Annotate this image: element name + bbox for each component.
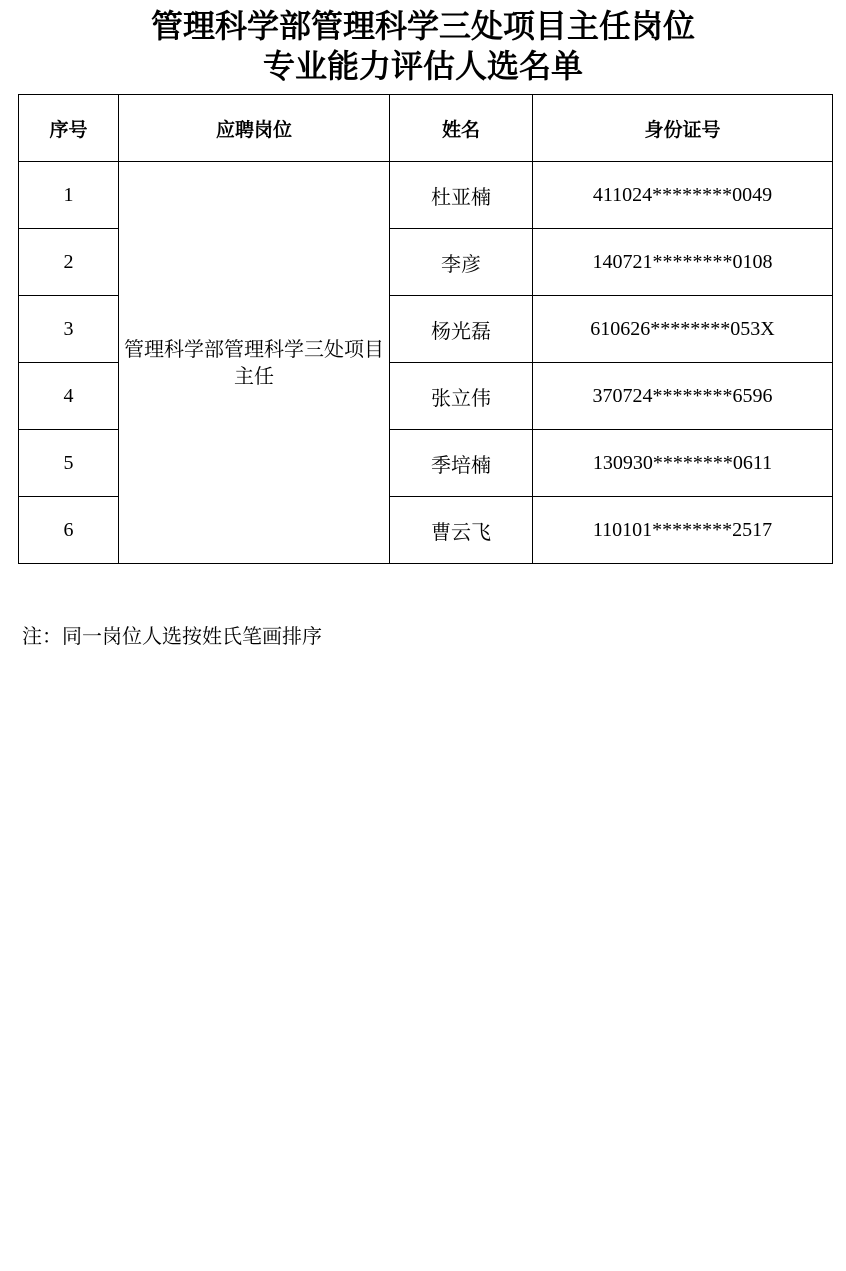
row-id-number: 110101********2517 bbox=[533, 497, 833, 564]
header-name: 姓名 bbox=[390, 95, 533, 162]
header-position: 应聘岗位 bbox=[119, 95, 390, 162]
row-name: 李彦 bbox=[390, 229, 533, 296]
row-seq: 4 bbox=[19, 363, 119, 430]
table-row bbox=[19, 162, 833, 229]
row-id-number: 370724********6596 bbox=[533, 363, 833, 430]
row-seq: 5 bbox=[19, 430, 119, 497]
header-id-number: 身份证号 bbox=[533, 95, 833, 162]
row-seq: 6 bbox=[19, 497, 119, 564]
row-seq: 1 bbox=[19, 162, 119, 229]
row-name: 曹云飞 bbox=[390, 497, 533, 564]
footnote: 注：同一岗位人选按姓氏笔画排序 bbox=[22, 624, 322, 648]
row-id-number: 140721********0108 bbox=[533, 229, 833, 296]
row-name: 季培楠 bbox=[390, 430, 533, 497]
row-id-number: 411024********0049 bbox=[533, 162, 833, 229]
row-id-number: 610626********053X bbox=[533, 296, 833, 363]
row-seq: 3 bbox=[19, 296, 119, 363]
row-id-number: 130930********0611 bbox=[533, 430, 833, 497]
row-seq: 2 bbox=[19, 229, 119, 296]
row-name: 杜亚楠 bbox=[390, 162, 533, 229]
row-name: 张立伟 bbox=[390, 363, 533, 430]
candidate-table bbox=[18, 94, 833, 564]
position-cell: 管理科学部管理科学三处项目主任 bbox=[119, 162, 390, 564]
document-title-line-2: 专业能力评估人选名单 bbox=[262, 47, 583, 85]
header-seq: 序号 bbox=[19, 95, 119, 162]
table-header-row bbox=[19, 95, 833, 162]
document-title-line-1: 管理科学部管理科学三处项目主任岗位 bbox=[150, 7, 695, 45]
row-name: 杨光磊 bbox=[390, 296, 533, 363]
